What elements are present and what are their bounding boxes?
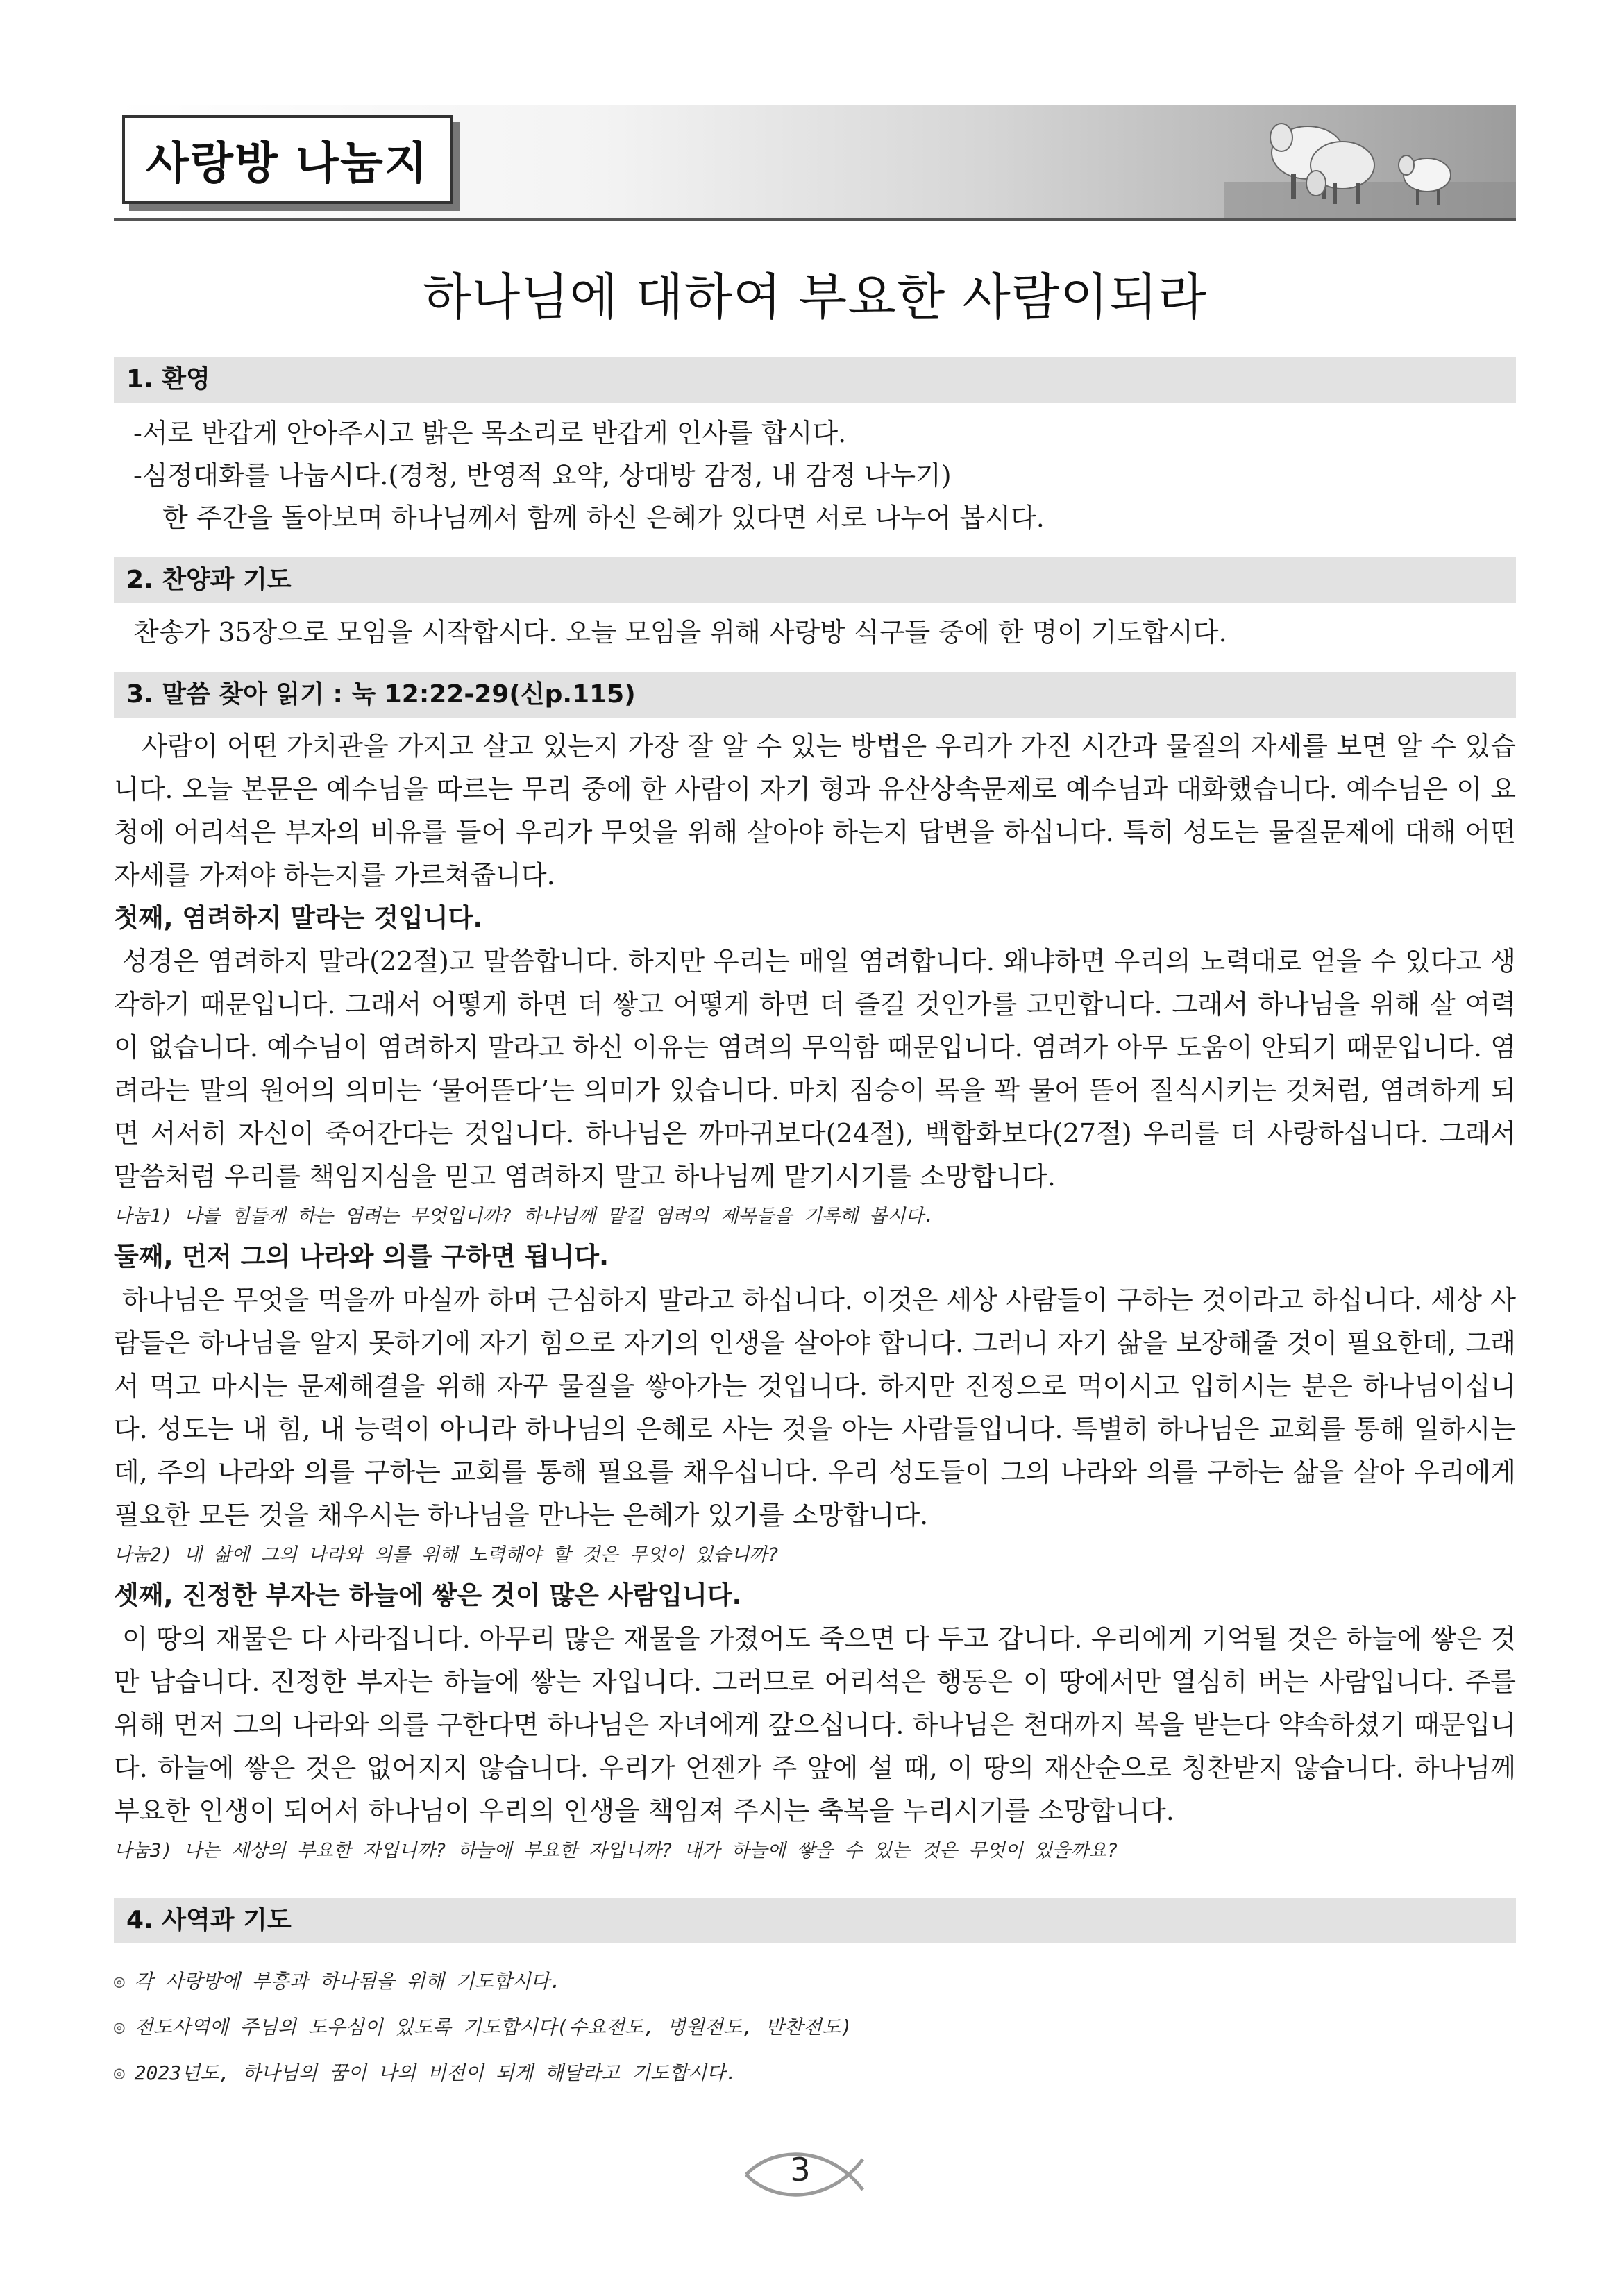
section-ministry-heading: 4. 사역과 기도 [114,1898,1516,1943]
point3-text: 이 땅의 재물은 다 사라집니다. 아무리 많은 재물을 가졌어도 죽으면 다 두고 갑니다. 우리에게 기억될 것은 하늘에 쌓은 것만 남습니다. 진정한 부자는 하늘에 쌓는 자입니다. 그러므로 어리석은 행동은 이 땅에서만 열심히 버는 사람입니다. 주를 위해 먼저 그의 나라와 의를 구한다면 하나님은 자녀에게 갚으십니다. 하나님은 천대까지 복을 받는다 약속하셨기 때문입니다. 하늘에 쌓은 것은 없어지지 않습니다. 우리가 언젠가 주 앞에 설 때, 이 땅의 재산순으로 칭찬받지 않습니다. 하나님께 부요한 인생이 되어서 하나님이 우리의 인생을 책임져 주시는 축복을 누리시기를 소망합니다. [114,1623,1516,1826]
page-footer [739,2141,885,2208]
section-reading-heading: 3. 말씀 찾아 읽기 : 눅 12:22-29(신p.115) [114,672,1516,718]
page [114,105,1516,2096]
sheep-illustration [1224,105,1516,218]
header-band [114,105,1516,221]
sharing-question-2: 나눔2) 내 삶에 그의 나라와 의를 위해 노력해야 할 것은 무엇이 있습니까? [114,1544,779,1566]
prayer-list [114,1959,1516,2096]
section-reading-body [114,725,1516,1870]
prayer-item-text: 2023년도, 하나님의 꿈이 나의 비전이 되게 해달라고 기도합시다. [134,2061,737,2084]
prayer-item-text: 전도사역에 주님의 도우심이 있도록 기도합시다(수요전도, 병원전도, 반찬전도) [134,2016,852,2038]
point1-text: 성경은 염려하지 말라(22절)고 말씀합니다. 하지만 우리는 매일 염려합니다. 왜냐하면 우리의 노력대로 얻을 수 있다고 생각하기 때문입니다. 그래서 어떻게 하면 더 쌓고 어떻게 하면 더 즐길 것인가를 고민합니다. 그래서 하나님을 위해 살 여력이 없습니다. 예수님이 염려하지 말라고 하신 이유는 염려의 무익함 때문입니다. 염려가 아무 도움이 안되기 때문입니다. 염려라는 말의 원어의 의미는 ‘물어뜯다’는 의미가 있습니다. 마치 짐승이 목을 꽉 물어 뜯어 질식시키는 것처럼, 염려하게 되면 서서히 자신이 죽어간다는 것입니다. 하나님은 까마귀보다(24절), 백합화보다(27절) 우리를 더 사랑하십니다. 그래서 말씀처럼 우리를 책임지심을 믿고 염려하지 말고 하나님께 맡기시기를 소망합니다. [114,946,1516,1192]
point3-title: 셋째, 진정한 부자는 하늘에 쌓은 것이 많은 사람입니다. [114,1580,742,1610]
bullet-icon: ◎ [114,1971,125,1992]
welcome-line-2: -심정대화를 나눕시다.(경청, 반영적 요약, 상대방 감정, 내 감정 나누기) [133,460,952,491]
main-title: 하나님에 대하여 부요한 사람이되라 [423,268,1207,326]
prayer-item [114,1959,1516,2004]
section-welcome-body [114,412,1516,539]
welcome-line-3: 한 주간을 돌아보며 하나님께서 함께 하신 은혜가 있다면 서로 나누어 봅시다. [162,503,1045,533]
praise-text: 찬송가 35장으로 모임을 시작합시다. 오늘 모임을 위해 사랑방 식구들 중에 한 명이 기도합시다. [133,617,1227,648]
prayer-item [114,2004,1516,2050]
point2-title: 둘째, 먼저 그의 나라와 의를 구하면 됩니다. [114,1242,609,1272]
section-praise-heading: 2. 찬양과 기도 [114,557,1516,603]
section-praise-body [114,611,1516,654]
bullet-icon: ◎ [114,2063,125,2084]
section-welcome-heading: 1. 환영 [114,357,1516,403]
page-number: 3 [790,2151,811,2188]
reading-intro: 사람이 어떤 가치관을 가지고 살고 있는지 가장 잘 알 수 있는 방법은 우리가 가진 시간과 물질의 자세를 보면 알 수 있습니다. 오늘 본문은 예수님을 따르는 무리 중에 한 사람이 자기 형과 유산상속문제로 예수님과 대화했습니다. 예수님은 이 요청에 어리석은 부자의 비유를 들어 우리가 무엇을 위해 살아야 하는지 답변을 하십니다. 특히 성도는 물질문제에 대해 어떤 자세를 가져야 하는지를 가르쳐줍니다. [114,731,1516,890]
point2-text: 하나님은 무엇을 먹을까 마실까 하며 근심하지 말라고 하십니다. 이것은 세상 사람들이 구하는 것이라고 하십니다. 세상 사람들은 하나님을 알지 못하기에 자기 힘으로 자기의 인생을 살아야 합니다. 그러니 자기 삶을 보장해줄 것이 필요한데, 그래서 먹고 마시는 문제해결을 위해 자꾸 물질을 쌓아가는 것입니다. 하지만 진정으로 먹이시고 입히시는 분은 하나님이십니다. 성도는 내 힘, 내 능력이 아니라 하나님의 은혜로 사는 것을 아는 사람들입니다. 특별히 하나님은 교회를 통해 일하시는데, 주의 나라와 의를 구하는 교회를 통해 필요를 채우십니다. 우리 성도들이 그의 나라와 의를 구하는 삶을 살아 우리에게 필요한 모든 것을 채우시는 하나님을 만나는 은혜가 있기를 소망합니다. [114,1285,1516,1530]
welcome-line-1: -서로 반갑게 안아주시고 밝은 목소리로 반갑게 인사를 합시다. [133,418,847,448]
prayer-item-text: 각 사랑방에 부흥과 하나됨을 위해 기도합시다. [134,1970,562,1993]
bullet-icon: ◎ [114,2017,125,2038]
sharing-question-3: 나눔3) 나는 세상의 부요한 자입니까? 하늘에 부요한 자입니까? 내가 하늘에 쌓을 수 있는 것은 무엇이 있을까요? [114,1840,1118,1862]
point1-title: 첫째, 염려하지 말라는 것입니다. [114,903,483,933]
header-title-box: 사랑방 나눔지 [122,115,453,204]
prayer-item [114,2050,1516,2096]
sharing-question-1: 나눔1) 나를 힘들게 하는 염려는 무엇입니까? 하나님께 맡길 염려의 제목들을 기록해 봅시다. [114,1206,935,1227]
